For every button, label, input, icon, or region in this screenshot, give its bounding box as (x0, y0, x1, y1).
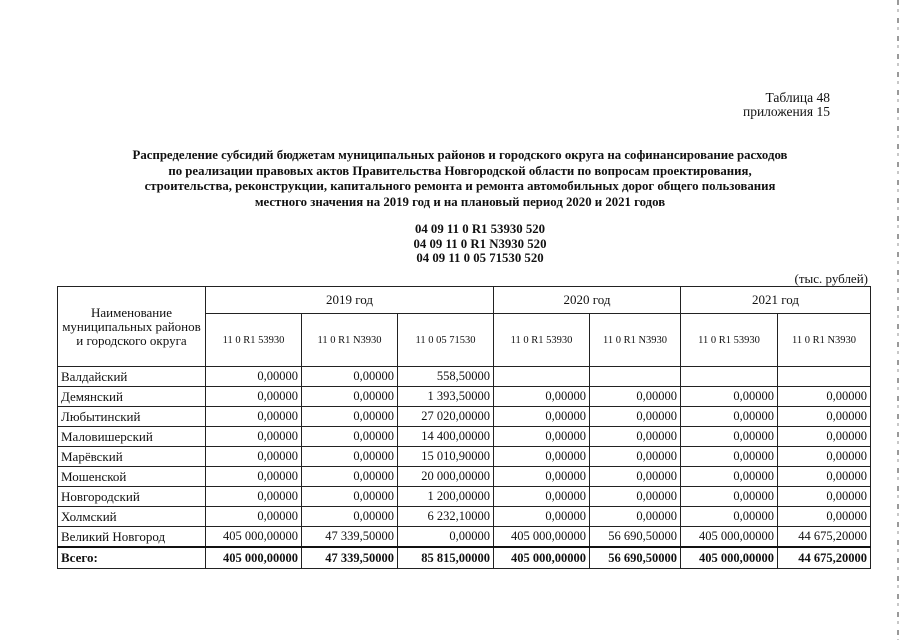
year-header-2020: 2020 год (494, 287, 681, 314)
amount-cell: 0,00000 (681, 427, 778, 447)
title-line: по реализации правовых актов Правительства Новгородской области по вопросам проектирования, (168, 163, 752, 178)
amount-cell: 0,00000 (206, 407, 302, 427)
district-name: Мошенской (58, 467, 206, 487)
appendix-number: приложения 15 (742, 104, 830, 119)
total-value: 47 339,50000 (302, 547, 398, 569)
amount-cell: 44 675,20000 (778, 527, 871, 548)
table-row (58, 527, 871, 548)
amount-cell: 20 000,00000 (398, 467, 494, 487)
amount-cell: 0,00000 (494, 507, 590, 527)
title-line: Распределение субсидий бюджетам муниципальных районов и городского округа на софинансирование расходов (132, 148, 788, 162)
total-value: 405 000,00000 (494, 547, 590, 569)
amount-cell: 0,00000 (206, 447, 302, 467)
amount-cell: 0,00000 (494, 447, 590, 467)
amount-cell: 405 000,00000 (681, 527, 778, 548)
table-row (58, 367, 871, 387)
column-code-header: 11 0 R1 53930 (494, 314, 590, 367)
table-row (58, 387, 871, 407)
table-reference (743, 91, 830, 119)
amount-cell: 0,00000 (681, 387, 778, 407)
amount-cell: 0,00000 (590, 407, 681, 427)
district-name: Валдайский (58, 367, 206, 387)
amount-cell: 27 020,00000 (398, 407, 494, 427)
amount-cell: 0,00000 (206, 487, 302, 507)
amount-cell: 0,00000 (302, 427, 398, 447)
budget-code: 04 09 11 0 R1 53930 520 (414, 222, 546, 236)
amount-cell: 0,00000 (681, 407, 778, 427)
amount-cell: 558,50000 (398, 367, 494, 387)
amount-cell: 0,00000 (302, 407, 398, 427)
district-name: Марёвский (58, 447, 206, 467)
budget-codes (40, 222, 905, 266)
district-name: Демянский (58, 387, 206, 407)
table-row (58, 507, 871, 527)
amount-cell: 0,00000 (778, 447, 871, 467)
column-code-header: 11 0 R1 53930 (206, 314, 302, 367)
amount-cell: 0,00000 (494, 427, 590, 447)
amount-cell: 0,00000 (494, 407, 590, 427)
table-total-row (58, 547, 871, 569)
amount-cell: 0,00000 (778, 487, 871, 507)
district-name: Маловишерский (58, 427, 206, 447)
table-row (58, 427, 871, 447)
units-label: (тыс. рублей) (794, 271, 868, 286)
table-row (58, 407, 871, 427)
amount-cell: 0,00000 (590, 447, 681, 467)
amount-cell: 0,00000 (778, 467, 871, 487)
amount-cell: 0,00000 (778, 407, 871, 427)
amount-cell: 0,00000 (206, 427, 302, 447)
table-row (58, 487, 871, 507)
amount-cell: 15 010,90000 (398, 447, 494, 467)
column-code-header: 11 0 R1 N3930 (778, 314, 871, 367)
district-name: Любытинский (58, 407, 206, 427)
district-name: Великий Новгород (58, 527, 206, 548)
budget-code: 04 09 11 0 05 71530 520 (416, 251, 544, 265)
total-value: 85 815,00000 (398, 547, 494, 569)
amount-cell: 0,00000 (681, 447, 778, 467)
amount-cell: 0,00000 (590, 487, 681, 507)
amount-cell: 0,00000 (590, 467, 681, 487)
column-code-header: 11 0 R1 N3930 (590, 314, 681, 367)
title-line: строительства, реконструкции, капитального ремонта и ремонта автомобильных дорог общего пользования (144, 179, 776, 193)
amount-cell: 47 339,50000 (302, 527, 398, 548)
amount-cell: 0,00000 (206, 367, 302, 387)
table-body (58, 367, 871, 569)
total-value: 44 675,20000 (778, 547, 871, 569)
title-line: местного значения на 2019 год и на плановый период 2020 и 2021 годов (254, 194, 666, 209)
amount-cell: 405 000,00000 (206, 527, 302, 548)
amount-cell: 0,00000 (778, 387, 871, 407)
amount-cell: 14 400,00000 (398, 427, 494, 447)
amount-cell: 0,00000 (302, 487, 398, 507)
amount-cell: 0,00000 (398, 527, 494, 548)
amount-cell: 0,00000 (302, 507, 398, 527)
scan-edge-artifact (897, 0, 899, 640)
amount-cell: 0,00000 (590, 507, 681, 527)
amount-cell: 0,00000 (302, 387, 398, 407)
table-row (58, 467, 871, 487)
amount-cell: 0,00000 (778, 427, 871, 447)
amount-cell: 405 000,00000 (494, 527, 590, 548)
column-code-header: 11 0 R1 53930 (681, 314, 778, 367)
total-label: Всего: (58, 547, 206, 569)
table-number: Таблица 48 (765, 90, 830, 105)
total-value: 405 000,00000 (681, 547, 778, 569)
amount-cell: 0,00000 (206, 467, 302, 487)
district-name: Холмский (58, 507, 206, 527)
name-column-header: Наименование муниципальных районов и городского округа (58, 287, 206, 367)
amount-cell: 56 690,50000 (590, 527, 681, 548)
amount-cell: 0,00000 (590, 427, 681, 447)
district-name: Новгородский (58, 487, 206, 507)
amount-cell (778, 367, 871, 387)
amount-cell: 0,00000 (206, 507, 302, 527)
amount-cell: 0,00000 (302, 467, 398, 487)
total-value: 56 690,50000 (590, 547, 681, 569)
amount-cell: 0,00000 (778, 507, 871, 527)
amount-cell (681, 367, 778, 387)
amount-cell: 0,00000 (302, 367, 398, 387)
amount-cell (590, 367, 681, 387)
amount-cell: 0,00000 (494, 387, 590, 407)
table-row (58, 447, 871, 467)
amount-cell: 1 200,00000 (398, 487, 494, 507)
year-header-2019: 2019 год (206, 287, 494, 314)
amount-cell: 0,00000 (494, 487, 590, 507)
amount-cell (494, 367, 590, 387)
document-title (40, 148, 880, 210)
column-code-header: 11 0 R1 N3930 (302, 314, 398, 367)
amount-cell: 0,00000 (681, 487, 778, 507)
year-header-2021: 2021 год (681, 287, 871, 314)
total-value: 405 000,00000 (206, 547, 302, 569)
subsidy-table (57, 286, 871, 569)
amount-cell: 0,00000 (681, 467, 778, 487)
budget-code: 04 09 11 0 R1 N3930 520 (413, 236, 547, 251)
amount-cell: 0,00000 (206, 387, 302, 407)
amount-cell: 1 393,50000 (398, 387, 494, 407)
column-code-header: 11 0 05 71530 (398, 314, 494, 367)
amount-cell: 6 232,10000 (398, 507, 494, 527)
amount-cell: 0,00000 (681, 507, 778, 527)
amount-cell: 0,00000 (302, 447, 398, 467)
amount-cell: 0,00000 (494, 467, 590, 487)
amount-cell: 0,00000 (590, 387, 681, 407)
